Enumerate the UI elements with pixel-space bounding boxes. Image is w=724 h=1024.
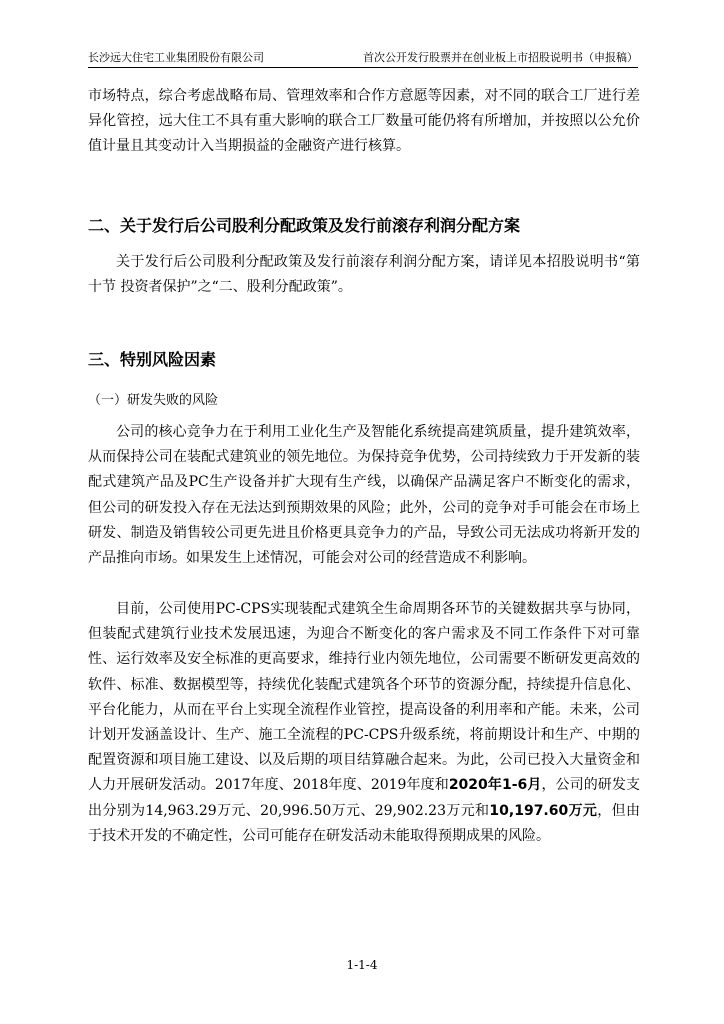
rd-expense-text: ，公司的研发支出分别为14,963.29万元、20,996.50万元、29,902.23万元和 bbox=[88, 777, 640, 819]
rd-risk-paragraph-2 bbox=[88, 597, 640, 849]
page-number: 1-1-4 bbox=[346, 958, 378, 972]
header-company-name: 长沙远大住宅工业集团股份有限公司 bbox=[88, 51, 264, 64]
section3-heading: 三、特别风险因素 bbox=[88, 350, 217, 369]
section2-body: 关于发行后公司股利分配政策及发行前滚存利润分配方案，请详见本招股说明书“第十节 投资者保护”之“二、股利分配政策”。 bbox=[88, 254, 640, 296]
rd-amount-bold: 10,197.60万元 bbox=[489, 802, 598, 819]
header-document-title: 首次公开发行股票并在创业板上市招股说明书（申报稿） bbox=[363, 51, 638, 64]
rd-paragraph-text: 目前，公司使用PC-CPS实现装配式建筑全生命周期各环节的关键数据共享与协同，但装配式建筑行业技术发展迅速，为迎合不断变化的客户需求及不同工作条件下对可靠性、运行效率及安全标准的更高要求，维持行业内领先地位，公司需要不断研发更高效的软件、标准、数据模型等，持续优化装配式建筑各个环节的资源分配，持续提升信息化、平台化能力，从而在平台上实现全流程作业管控，提高设备的利用率和产能。未来，公司计划开发涵盖设计、生产、施工全流程的PC-CPS升级系统，将前期设计和生产、中期的配置资源和项目施工建设、以及后期的项目结算融合起来。为此，公司已投入大量资金和人力开展研发活动。2017年度、2018年度、2019年度和 bbox=[88, 601, 640, 794]
page-header bbox=[88, 47, 638, 68]
rd-risk-paragraph-1: 公司的核心竞争力在于利用工业化生产及智能化系统提高建筑质量，提升建筑效率，从而保持公司在装配式建筑业的领先地位。为保持竞争优势，公司持续致力于开发新的装配式建筑产品及PC生产设备并扩大现有生产线，以确保产品满足客户不断变化的需求，但公司的研发投入存在无法达到预期效果的风险；此外，公司的竞争对手可能会在市场上研发、制造及销售较公司更先进且价格更具竞争力的产品，导致公司无法成功将新开发的产品推向市场。如果发生上述情况，可能会对公司的经营造成不利影响。 bbox=[88, 424, 640, 567]
rd-conclusion-text: ，但由于技术开发的不确定性，公司可能存在研发活动未能取得预期成果的风险。 bbox=[88, 802, 641, 844]
intro-paragraph: 市场特点，综合考虑战略布局、管理效率和合作方意愿等因素，对不同的联合工厂进行差异化管控，远大住工不具有重大影响的联合工厂数量可能仍将有所增加，并按照以公允价值计量且其变动计入当期损益的金融资产进行核算。 bbox=[88, 88, 640, 155]
section2-heading: 二、关于发行后公司股利分配政策及发行前滚存利润分配方案 bbox=[88, 216, 521, 235]
subsection1-heading: （一）研发失败的风险 bbox=[88, 393, 219, 408]
rd-period-bold: 2020年1-6月 bbox=[448, 777, 542, 794]
